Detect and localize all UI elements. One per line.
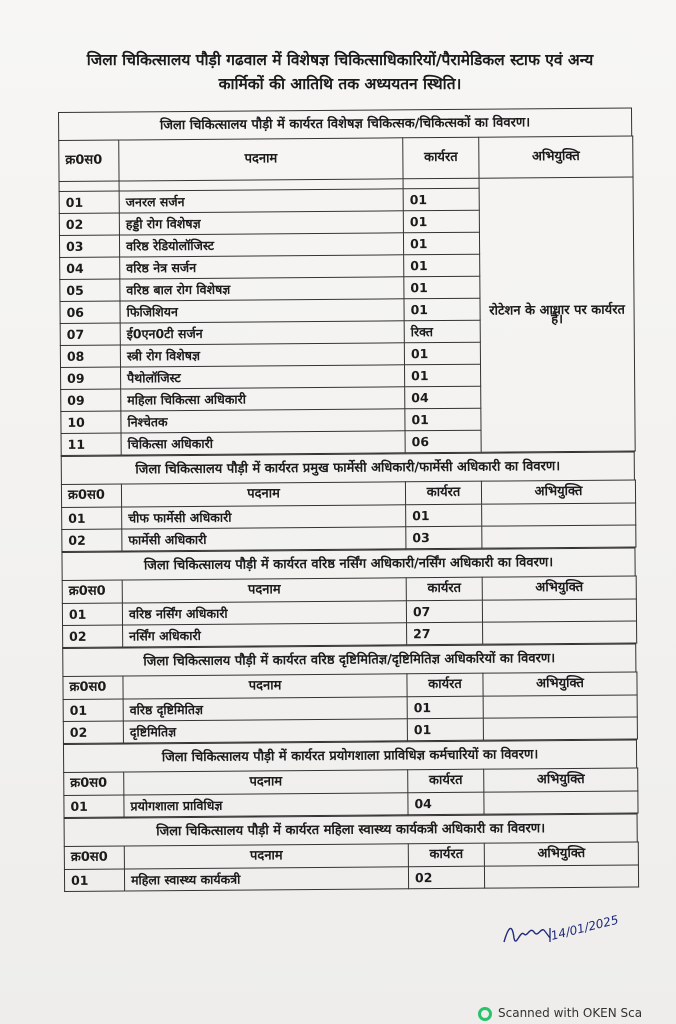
heading-line-2: कार्मिकों की आतिथि तक अध्ययतन स्थिति।: [218, 75, 462, 93]
column-header: पदनाम: [123, 674, 407, 699]
remark-cell: [482, 599, 636, 622]
staff-table: [64, 841, 639, 892]
designation-cell: वरिष्ठ नेत्र सर्जन: [120, 255, 404, 279]
scanner-watermark-text: Scanned with OKEN Sca: [498, 1006, 643, 1020]
column-header: क्र0स0: [61, 484, 121, 507]
designation-cell: वरिष्ठ नर्सिंग अधिकारी: [122, 601, 406, 625]
column-header: कार्यरत: [408, 769, 484, 793]
working-count-cell: 01: [404, 364, 480, 387]
scanner-watermark: [478, 1006, 676, 1024]
section-title: जिला चिकित्सालय पौड़ी में कार्यरत महिला स्वास्थ्य कार्यकत्री अधिकारी का विवरण।: [64, 813, 638, 846]
working-count-cell: 01: [404, 254, 480, 277]
working-count-cell: 01: [407, 718, 483, 741]
section-title: जिला चिकित्सालय पौड़ी में कार्यरत वरिष्ठ दृष्टिमितिज्ञ/दृष्टिमितिज्ञ अधिकरियों का विवरण।: [62, 643, 636, 676]
designation-cell: महिला चिकित्सा अधिकारी: [121, 387, 405, 411]
serial-number-cell: 09: [61, 389, 121, 411]
designation-cell: चीफ फार्मेसी अधिकारी: [122, 505, 406, 529]
remark-cell: [483, 621, 637, 644]
column-header: क्र0स0: [62, 580, 122, 603]
scanner-logo-icon: [478, 1007, 492, 1021]
designation-cell: ई0एन0टी सर्जन: [120, 321, 404, 345]
column-header: पदनाम: [124, 844, 408, 869]
column-header: कार्यरत: [406, 577, 482, 601]
remark-cell: [484, 865, 638, 888]
designation-cell: दृष्टिमितिज्ञ: [123, 719, 407, 743]
working-count-cell: 01: [403, 188, 479, 211]
remark-cell: रोटेशन के आधार पर कार्यरत है।: [479, 177, 635, 452]
working-count-cell: 01: [403, 232, 479, 255]
column-header: अभियुक्ति: [484, 842, 638, 866]
column-header: अभियुक्ति: [479, 136, 633, 178]
serial-number-cell: 06: [60, 301, 120, 323]
column-header: क्र0स0: [59, 140, 119, 181]
working-count-cell: 01: [407, 696, 483, 719]
column-header: क्र0स0: [64, 772, 124, 795]
section-title: जिला चिकित्सालय पौड़ी में कार्यरत प्रयोगशाला प्राविधिज्ञ कर्मचारियों का विवरण।: [63, 739, 637, 772]
serial-number-cell: 07: [60, 323, 120, 345]
working-count-cell: 01: [406, 504, 482, 527]
designation-cell: चिकित्सा अधिकारी: [121, 431, 405, 455]
designation-cell: जनरल सर्जन: [119, 189, 403, 213]
working-count-cell: 04: [405, 386, 481, 409]
staff-tables: [58, 107, 638, 891]
designation-cell: पैथोलॉजिस्ट: [121, 365, 405, 389]
serial-number-cell: 02: [63, 721, 123, 743]
serial-number-cell: 02: [62, 529, 122, 551]
page-heading: [40, 48, 640, 96]
column-header: कार्यरत: [408, 843, 484, 867]
column-header: क्र0स0: [64, 846, 124, 869]
serial-number-cell: 08: [60, 345, 120, 367]
column-header: पदनाम: [121, 482, 405, 507]
serial-number-cell: 11: [61, 433, 121, 455]
designation-cell: निश्चेतक: [121, 409, 405, 433]
staff-table: [58, 135, 635, 456]
designation-cell: वरिष्ठ दृष्टिमितिज्ञ: [123, 697, 407, 721]
working-count-cell: 01: [405, 408, 481, 431]
working-count-cell: 01: [403, 210, 479, 233]
serial-number-cell: 10: [61, 411, 121, 433]
serial-number-cell: 04: [60, 257, 120, 279]
working-count-cell: 04: [408, 792, 484, 815]
serial-number-cell: 09: [61, 367, 121, 389]
working-count-cell: रिक्त: [404, 320, 480, 343]
designation-cell: स्त्री रोग विशेषज्ञ: [120, 343, 404, 367]
remark-cell: [483, 717, 637, 740]
section-title: जिला चिकित्सालय पौड़ी में कार्यरत प्रमुख फार्मेसी अधिकारी/फार्मेसी अधिकारी का विवरण।: [61, 451, 635, 484]
column-header: कार्यरत: [403, 137, 479, 179]
working-count-cell: 03: [406, 526, 482, 549]
column-header: कार्यरत: [405, 481, 481, 505]
table-header-row: [59, 136, 633, 182]
column-header: पदनाम: [122, 578, 406, 603]
section-title: जिला चिकित्सालय पौड़ी में कार्यरत वरिष्ठ नर्सिंग अधिकारी/नर्सिंग अधिकारी का विवरण।: [61, 547, 635, 580]
heading-line-1: जिला चिकित्सालय पौड़ी गढवाल में विशेषज्ञ चिकित्साधिकारियों/पैरामेडिकल स्टाफ एवं अन्य: [86, 51, 594, 69]
column-header: पदनाम: [124, 770, 408, 795]
working-count-cell: 02: [408, 866, 484, 889]
serial-number-cell: 03: [59, 235, 119, 257]
remark-cell: [483, 695, 637, 718]
column-header: पदनाम: [119, 138, 403, 181]
working-count-cell: 01: [404, 276, 480, 299]
working-count-cell: 07: [406, 600, 482, 623]
serial-number-cell: 01: [64, 869, 124, 891]
designation-cell: महिला स्वास्थ्य कार्यकत्री: [124, 867, 408, 891]
serial-number-cell: 01: [64, 795, 124, 817]
column-header: अभियुक्ति: [481, 480, 635, 504]
designation-cell: प्रयोगशाला प्राविधिज्ञ: [124, 793, 408, 817]
staff-table: [61, 479, 637, 552]
handwritten-signature: [500, 908, 620, 958]
working-count-cell: 06: [405, 430, 481, 453]
designation-cell: हड्डी रोग विशेषज्ञ: [119, 211, 403, 235]
column-header: अभियुक्ति: [483, 672, 637, 696]
designation-cell: वरिष्ठ रेडियोलॉजिस्ट: [119, 233, 403, 257]
staff-table: [62, 671, 638, 744]
column-header: अभियुक्ति: [484, 768, 638, 792]
remark-cell: [482, 503, 636, 526]
serial-number-cell: 02: [63, 625, 123, 647]
remark-cell: [484, 791, 638, 814]
serial-number-cell: 01: [62, 507, 122, 529]
working-count-cell: 01: [404, 342, 480, 365]
serial-number-cell: 02: [59, 213, 119, 235]
remark-cell: [482, 525, 636, 548]
working-count-cell: 01: [404, 298, 480, 321]
section-title: जिला चिकित्सालय पौड़ी में कार्यरत विशेषज्ञ चिकित्सक/चिकित्सकों का विवरण।: [58, 107, 632, 140]
designation-cell: फिजिशियन: [120, 299, 404, 323]
designation-cell: फार्मेसी अधिकारी: [122, 527, 406, 551]
signature-date: 14/01/2025: [549, 912, 620, 943]
serial-number-cell: 05: [60, 279, 120, 301]
table-row: [64, 865, 638, 892]
column-header: क्र0स0: [63, 676, 123, 699]
column-header: कार्यरत: [407, 673, 483, 697]
designation-cell: नर्सिंग अधिकारी: [123, 623, 407, 647]
staff-table: [63, 767, 638, 818]
designation-cell: वरिष्ठ बाल रोग विशेषज्ञ: [120, 277, 404, 301]
serial-number-cell: 01: [63, 699, 123, 721]
column-header: अभियुक्ति: [482, 576, 636, 600]
staff-table: [62, 575, 638, 648]
serial-number-cell: 01: [59, 191, 119, 213]
serial-number-cell: 01: [62, 603, 122, 625]
working-count-cell: 27: [407, 622, 483, 645]
